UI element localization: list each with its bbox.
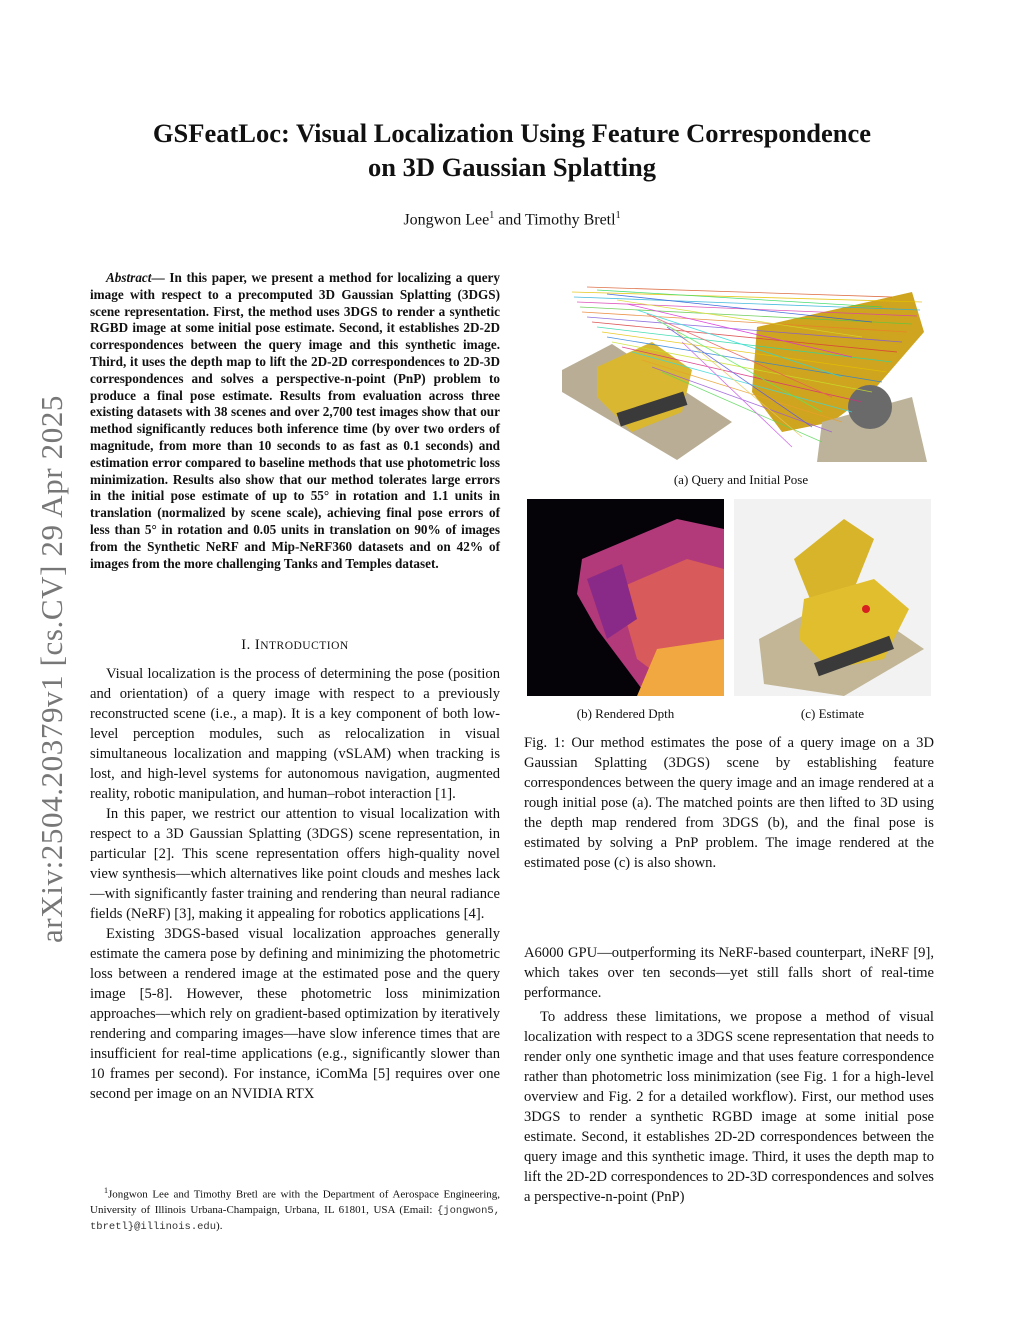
abstract-text: In this paper, we present a method for localizing a query image with respect to a precomputed 3D Gaussian Splatting (3DGS) scene representation. First, the method uses 3DGS to render a synthetic RGBD image at some initial pose estimate. Second, it establishes 2D-2D correspondences between the query image and this synthetic image. Third, it uses the depth map to lift the 2D-2D correspondences to 2D-3D correspondences and solves a perspective-n-point (PnP) problem to produce a final pose estimate. Results from evaluation across three existing datasets with 38 scenes and over 2,700 test images show that our method significantly reduces both inference time (by over two orders of magnitude, from more than 10 seconds to as fast as 0.1 seconds) and estimation error compared to baseline methods that use photometric loss minimization. Results also show that our method tolerates large errors in the initial pose estimate of up to 55° in rotation and 1.1 units in translation (normalized by scene scale), achieving final pose errors of less than 5° in rotation and 0.05 units in translation on 90% of images from the Synthetic NeRF and Mip-NeRF360 datasets and on 42% of images from the more challenging Tanks and Temples dataset. — [90, 270, 500, 571]
introduction-body-continued — [524, 943, 934, 1207]
paragraph: In this paper, we restrict our attention to visual localization with respect to a 3D Gaussian Splatting (3DGS) scene representation, in particular [2]. This scene representation offers high-quality novel view synthesis—which alternatives like point clouds and meshes lack—with significantly faster training and rendering than neural radiance fields (NeRF) [3], making it appealing for robotics applications [4]. — [90, 806, 500, 922]
author-2: Timothy Bretl — [525, 211, 616, 229]
footnote-end: ). — [216, 1219, 223, 1232]
figure-query-initial-pose — [552, 272, 930, 464]
figure-caption: Fig. 1: Our method estimates the pose of a query image on a 3D Gaussian Splatting (3DGS) scene by establishing feature correspondences between the query image and an image rendered at a rough initial pose (a). The matched points are then lifted to 3D using the depth map rendered from 3DGS (b), and the final pose is estimated by solving a PnP problem. The image rendered at the estimated pose (c) is also shown. — [524, 735, 934, 871]
paragraph: Existing 3DGS-based visual localization approaches generally estimate the camera pose by defining and minimizing the photometric loss between a rendered image at the estimated pose and the query image [5-8]. However, these photometric loss minimization approaches—which rely on gradient-based optimization by iteratively rendering and comparing images—have slow inference times that are insufficient for real-time applications (e.g., significantly slower than 10 frames per second). For instance, iComMa [5] requires over one second per image on an NVIDIA RTX — [90, 926, 500, 1102]
author-1: Jongwon Lee — [403, 211, 490, 229]
author-line — [0, 210, 1024, 229]
subcaption-a: (a) Query and Initial Pose — [673, 472, 809, 487]
footnote-mark: 1 — [104, 1186, 108, 1195]
subcaption-b: (b) Rendered Dpth — [576, 706, 675, 721]
paragraph: A6000 GPU—outperforming its NeRF-based counterpart, iNeRF [9], which takes over ten seconds—yet still falls short of real-time performance. — [524, 945, 934, 1001]
abstract-label: Abstract — [106, 270, 152, 285]
section-heading-introduction — [90, 637, 500, 654]
title-line-1: GSFeatLoc: Visual Localization Using Feature Correspondence — [152, 118, 872, 148]
paragraph: To address these limitations, we propose a method of visual localization with respect to a 3DGS scene representation that needs to render only one synthetic image and that uses feature correspondence rather than photometric loss minimization (see Fig. 1 for a high-level overview and Fig. 2 for a detailed workflow). First, our method uses 3DGS to render a synthetic RGBD image at some initial pose estimate. Second, it establishes 2D-2D correspondences between the query image and this synthetic image. Third, it uses the depth map to lift the 2D-2D correspondences to 2D-3D correspondences and solves a perspective-n-point (PnP) — [524, 1009, 934, 1205]
abstract-dash: — — [151, 270, 170, 285]
arxiv-identifier: arXiv:2504.20379v1 [cs.CV] 29 Apr 2025 — [34, 394, 69, 943]
figure-rendered-depth — [527, 499, 724, 696]
abstract — [90, 270, 500, 572]
author-1-affiliation-mark: 1 — [489, 210, 495, 221]
author-conjunction: and — [494, 211, 526, 229]
subcaption-c: (c) Estimate — [800, 706, 865, 721]
introduction-body — [90, 664, 500, 1104]
section-numeral: I. — [241, 637, 255, 653]
paragraph: Visual localization is the process of determining the pose (position and orientation) of a query image with respect to a previously reconstructed scene (i.e., a map). It is a key component of both low-level perception modules, such as relocalization in visual simultaneous localization and mapping (vSLAM) when tracking is lost, and high-level systems for autonomous navigation, augmented reality, robotic manipulation, and human–robot interaction [1]. — [90, 666, 500, 802]
footnote-text: Jongwon Lee and Timothy Bretl are with the Department of Aerospace Engineering, University of Illinois Urbana-Champaign, Urbana, IL 61801, USA (Email: — [90, 1188, 500, 1216]
footnote-emails: {jongwon5, tbretl}@illinois.edu — [90, 1204, 500, 1233]
section-first-letter: I — [254, 637, 261, 653]
title-line-2: on 3D Gaussian Splatting — [368, 152, 656, 182]
section-rest: NTRODUCTION — [260, 640, 349, 652]
author-2-affiliation-mark: 1 — [615, 210, 621, 221]
estimate-red-piece — [862, 605, 870, 613]
figure-estimate — [734, 499, 931, 696]
footnote — [90, 1183, 500, 1235]
paper-title — [120, 116, 904, 184]
